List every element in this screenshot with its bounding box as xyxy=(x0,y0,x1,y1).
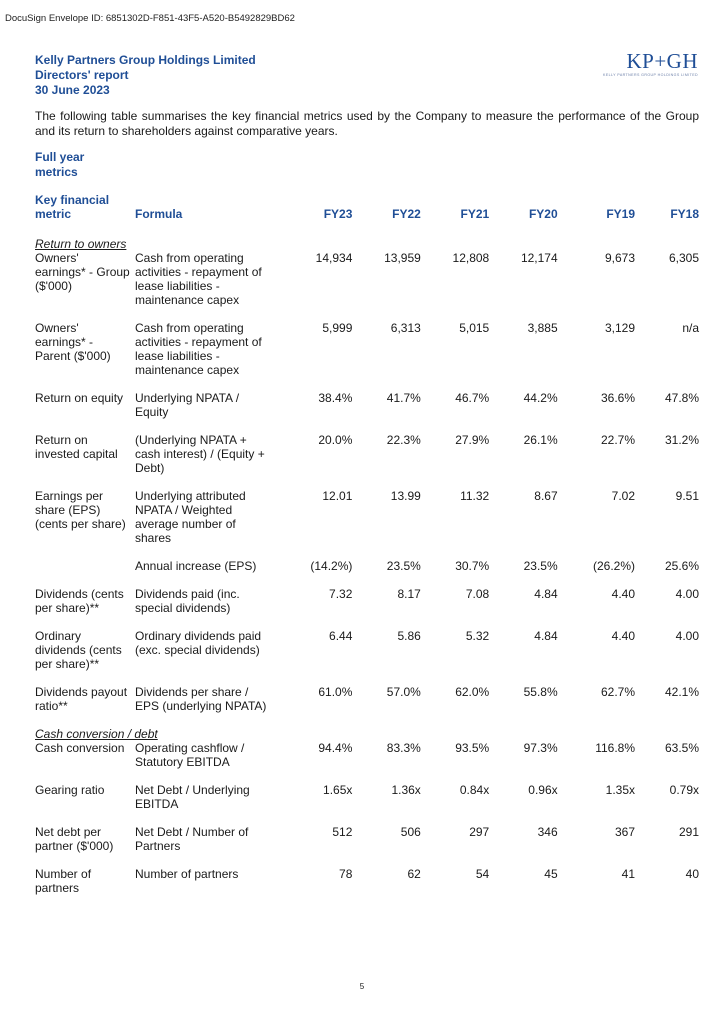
metric-value: 93.5% xyxy=(455,741,490,755)
metric-value: 22.7% xyxy=(600,433,636,447)
metric-value: 8.17 xyxy=(397,587,421,601)
metric-name: Return on invested capital xyxy=(35,433,118,461)
metric-formula: Net Debt / Underlying EBITDA xyxy=(135,783,250,811)
table-row xyxy=(33,489,701,559)
metric-name: Dividends (cents per share)** xyxy=(35,587,124,615)
metric-value: 5.32 xyxy=(465,629,490,643)
metric-value: 38.4% xyxy=(318,391,353,405)
metric-name: Owners' earnings* - Parent ($'000) xyxy=(35,321,111,363)
table-row xyxy=(33,559,701,587)
metric-formula: Annual increase (EPS) xyxy=(135,559,257,573)
metric-value: 0.79x xyxy=(669,783,699,797)
column-header: FY22 xyxy=(392,207,421,221)
metric-value: 9.51 xyxy=(675,489,699,503)
metric-name: Dividends payout ratio** xyxy=(35,685,128,713)
table-row xyxy=(33,587,701,629)
column-header: FY18 xyxy=(670,207,699,221)
intro-paragraph: The following table summarises the key financial metrics used by the Company to measure the performance of the Group and its return to shareholders against comparative years. xyxy=(35,109,699,138)
metric-value: 12,808 xyxy=(452,251,490,265)
metric-value: 4.00 xyxy=(675,587,699,601)
table-row xyxy=(33,433,701,489)
column-header: FY20 xyxy=(528,207,558,221)
metric-name: Gearing ratio xyxy=(35,783,105,797)
metric-value: 3,129 xyxy=(604,321,636,335)
metric-formula: Underlying attributed NPATA / Weighted average number of shares xyxy=(135,489,246,545)
metric-value: 4.84 xyxy=(534,587,558,601)
group-title: Cash conversion / debt xyxy=(35,727,158,741)
metric-value: 6,305 xyxy=(668,251,699,265)
metric-value: 22.3% xyxy=(386,433,421,447)
metric-value: 20.0% xyxy=(318,433,353,447)
table-row xyxy=(33,741,701,783)
metric-value: 63.5% xyxy=(664,741,699,755)
metric-value: 0.96x xyxy=(528,783,558,797)
metric-value: 11.32 xyxy=(460,489,490,503)
table-row xyxy=(33,391,701,433)
logo-mark: KP+GH xyxy=(626,49,698,73)
group-title: Return to owners xyxy=(35,237,127,251)
metric-name xyxy=(33,559,133,587)
metric-value: 506 xyxy=(400,825,421,839)
metric-value: 55.8% xyxy=(523,685,558,699)
table-row xyxy=(33,685,701,727)
metric-value: 4.00 xyxy=(675,629,699,643)
metric-value: 41.7% xyxy=(386,391,421,405)
metric-value: 1.36x xyxy=(391,783,421,797)
metric-value: 25.6% xyxy=(664,559,699,573)
metric-value: 97.3% xyxy=(523,741,558,755)
table-row xyxy=(33,783,701,825)
metric-value: 23.5% xyxy=(523,559,558,573)
company-name: Kelly Partners Group Holdings Limited xyxy=(35,53,256,67)
metric-value: 6,313 xyxy=(390,321,421,335)
table-group-row xyxy=(33,727,701,741)
table-row xyxy=(33,321,701,391)
metric-value: 7.08 xyxy=(465,587,490,601)
metric-value: 297 xyxy=(469,825,490,839)
metric-value: 41 xyxy=(621,867,636,881)
metric-value: 6.44 xyxy=(329,629,353,643)
metric-value: 44.2% xyxy=(523,391,558,405)
table-row xyxy=(33,629,701,685)
metric-value: 46.7% xyxy=(455,391,490,405)
metric-value: (26.2%) xyxy=(592,559,636,573)
report-title: Directors' report xyxy=(35,68,129,82)
metric-value: 47.8% xyxy=(664,391,699,405)
metric-value: 346 xyxy=(537,825,558,839)
metric-value: 13.99 xyxy=(390,489,421,503)
metric-name: Return on equity xyxy=(35,391,124,405)
metric-name: Cash conversion xyxy=(35,741,125,755)
metric-name: Number of partners xyxy=(35,867,92,895)
metric-value: 26.1% xyxy=(523,433,558,447)
metric-value: 291 xyxy=(678,825,699,839)
column-header: Formula xyxy=(135,207,183,221)
metric-value: 8.67 xyxy=(534,489,558,503)
metric-value: 23.5% xyxy=(386,559,421,573)
column-header: FY23 xyxy=(323,207,353,221)
metric-value: 12,174 xyxy=(520,251,558,265)
table-group-row xyxy=(33,237,701,251)
key-metrics-table xyxy=(33,193,701,909)
report-date: 30 June 2023 xyxy=(35,83,110,97)
logo-tagline: KELLY PARTNERS GROUP HOLDINGS LIMITED xyxy=(603,73,698,77)
metric-value: 62 xyxy=(407,867,421,881)
metric-value: 7.32 xyxy=(329,587,353,601)
metric-value: 4.40 xyxy=(611,587,636,601)
column-header: Key financial metric xyxy=(35,193,110,221)
section-title: Full year metrics xyxy=(35,150,85,179)
metric-formula: Net Debt / Number of Partners xyxy=(135,825,249,853)
metric-formula: Dividends per share / EPS (underlying NPATA) xyxy=(135,685,267,713)
metric-value: 94.4% xyxy=(318,741,353,755)
page-number: 5 xyxy=(359,982,365,991)
metric-value: 367 xyxy=(614,825,636,839)
metric-value: 116.8% xyxy=(595,741,636,755)
table-row xyxy=(33,251,701,321)
metric-value: 54 xyxy=(475,867,490,881)
metric-value: 9,673 xyxy=(604,251,636,265)
metric-value: 83.3% xyxy=(386,741,421,755)
metric-value: 78 xyxy=(339,867,353,881)
metric-value: 7.02 xyxy=(611,489,636,503)
metric-value: 1.65x xyxy=(323,783,353,797)
metric-value: (14.2%) xyxy=(310,559,353,573)
report-header xyxy=(35,53,256,98)
table-row xyxy=(33,867,701,909)
metric-value: 5,015 xyxy=(459,321,490,335)
metric-value: 512 xyxy=(332,825,353,839)
metric-formula: (Underlying NPATA + cash interest) / (Equity + Debt) xyxy=(135,433,265,475)
metric-value: 13,959 xyxy=(384,251,421,265)
metric-value: 57.0% xyxy=(386,685,421,699)
metric-formula: Cash from operating activities - repayment of lease liabilities - maintenance capex xyxy=(135,321,262,377)
metric-formula: Dividends paid (inc. special dividends) xyxy=(135,587,240,615)
metric-value: 0.84x xyxy=(459,783,490,797)
metric-formula: Number of partners xyxy=(135,867,239,881)
metric-value: 31.2% xyxy=(664,433,699,447)
metric-value: 5.86 xyxy=(397,629,421,643)
table-header-row xyxy=(33,193,701,237)
metric-value: 40 xyxy=(685,867,699,881)
metric-value: 5,999 xyxy=(322,321,353,335)
table-row xyxy=(33,825,701,867)
metric-name: Earnings per share (EPS) (cents per share) xyxy=(35,489,126,531)
kpgh-logo xyxy=(603,50,698,77)
column-header: FY21 xyxy=(460,207,490,221)
metric-value: 62.0% xyxy=(455,685,490,699)
metric-value: 36.6% xyxy=(600,391,636,405)
metric-value: 1.35x xyxy=(605,783,636,797)
metric-name: Owners' earnings* - Group ($'000) xyxy=(35,251,130,293)
metric-value: 45 xyxy=(544,867,558,881)
metric-value: 4.40 xyxy=(611,629,636,643)
metric-formula: Ordinary dividends paid (exc. special dividends) xyxy=(135,629,262,657)
column-header: FY19 xyxy=(606,207,636,221)
metric-value: n/a xyxy=(682,321,699,335)
metric-value: 14,934 xyxy=(315,251,353,265)
metric-value: 3,885 xyxy=(527,321,558,335)
metric-value: 12.01 xyxy=(322,489,353,503)
metric-formula: Cash from operating activities - repayment of lease liabilities - maintenance capex xyxy=(135,251,262,307)
metric-name: Net debt per partner ($'000) xyxy=(35,825,114,853)
metric-formula: Operating cashflow / Statutory EBITDA xyxy=(135,741,245,769)
metric-formula: Underlying NPATA / Equity xyxy=(135,391,240,419)
metric-value: 61.0% xyxy=(318,685,353,699)
metric-value: 30.7% xyxy=(455,559,490,573)
metric-value: 42.1% xyxy=(664,685,699,699)
metric-value: 27.9% xyxy=(455,433,490,447)
metric-value: 4.84 xyxy=(534,629,558,643)
metric-value: 62.7% xyxy=(600,685,636,699)
docusign-envelope-id: DocuSign Envelope ID: 6851302D-F851-43F5-A520-B5492829BD62 xyxy=(5,13,295,24)
metric-name: Ordinary dividends (cents per share)** xyxy=(35,629,122,671)
table-body xyxy=(33,237,701,909)
